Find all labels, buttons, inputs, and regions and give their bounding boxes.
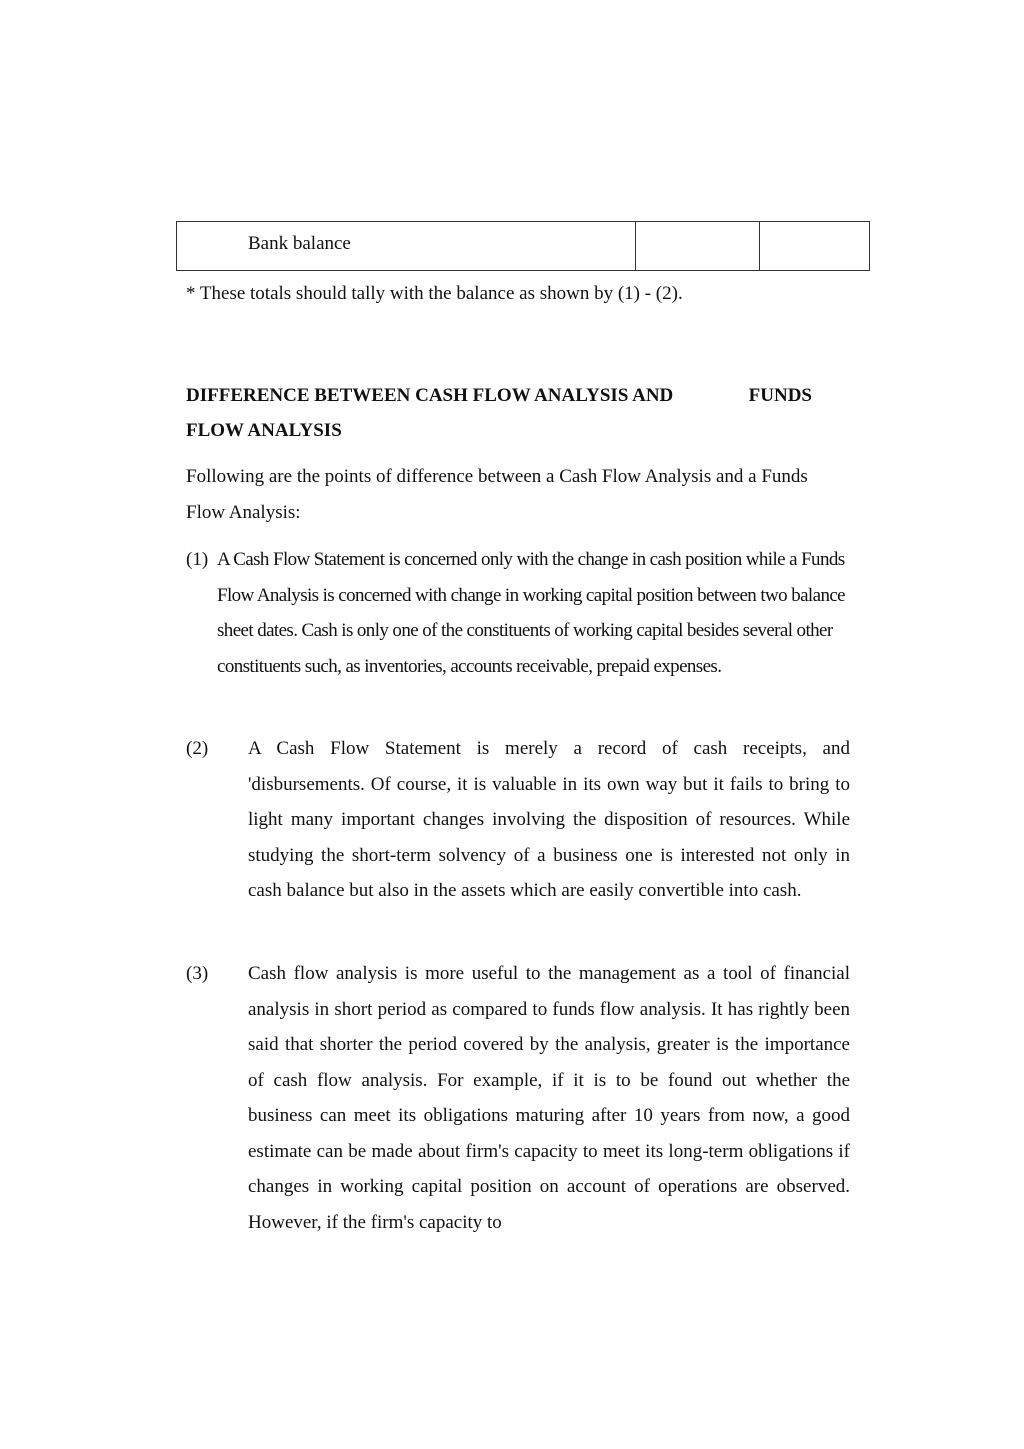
table-cell-empty [760,222,870,271]
list-item-number: (1) [186,549,209,570]
list-item-number: (2) [186,738,209,759]
list-item-number: (3) [186,963,209,984]
intro-paragraph: Following are the points of difference between a Cash Flow Analysis and a Funds Flow Analysis: [186,466,808,523]
list-item [186,542,846,684]
table-row [177,222,870,271]
bank-balance-label: Bank balance [248,233,351,254]
heading-part-2: FUNDS [748,385,812,406]
heading-part-1: DIFFERENCE BETWEEN CASH FLOW ANALYSIS AND [186,385,674,406]
table-cell-empty [636,222,760,271]
list-item-text: A Cash Flow Statement is concerned only with the change in cash position while a Funds Flow Analysis is concerned with change in working capital position between two balance sheet dates. Cash is only one of the constituents of working capital besides several other constituents such, as inventories, accounts receivable, prepaid expenses. [217,549,846,677]
list-item-text: Cash flow analysis is more useful to the management as a tool of financial analysis in short period as compared to funds flow analysis. It has rightly been said that shorter the period covered by the analysis, greater is the importance of cash flow analysis. For example, if it is to be found out whether the business can meet its obligations maturing after 10 years from now, a good estimate can be made about firm's capacity to meet its long-term obligations if changes in working capital position on account of operations are observed. However, if the firm's capacity to [248,963,850,1233]
section-heading [186,378,826,448]
list-item [186,731,850,909]
list-item-text: A Cash Flow Statement is merely a record of cash receipts, and 'disbursements. Of course, it is valuable in its own way but it fails to bring to light many important changes involving the disposition of resources. While studying the short-term solvency of a business one is interested not only in cash balance but also in the assets which are easily convertible into cash. [248,738,850,901]
heading-line-2: FLOW ANALYSIS [186,420,342,441]
totals-note: * These totals should tally with the balance as shown by (1) - (2). [186,283,683,304]
bank-balance-table [176,221,870,271]
heading-line-1 [186,378,812,413]
table-cell-label [177,222,636,271]
list-item [186,956,850,1240]
